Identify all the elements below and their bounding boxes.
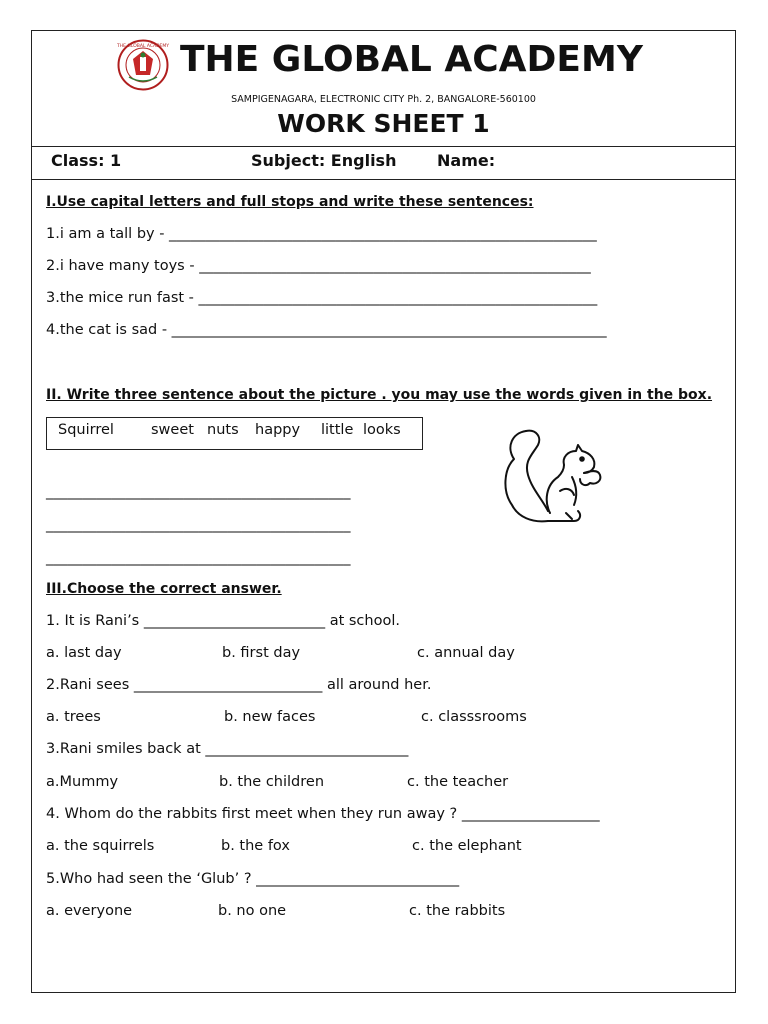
option-c[interactable]: c. the elephant (412, 838, 522, 854)
answer-line[interactable]: __________________________________________ (46, 550, 351, 566)
sheet-title: WORK SHEET 1 (277, 109, 490, 138)
header (32, 31, 735, 147)
word-squirrel: Squirrel (58, 422, 114, 438)
question-5: 5.Who had seen the ‘Glub’ ? ____________________________ (46, 871, 460, 887)
class-label: Class: 1 (51, 151, 122, 170)
option-b[interactable]: b. the children (219, 774, 325, 790)
option-a[interactable]: a. everyone (46, 903, 133, 919)
school-logo-icon (117, 39, 169, 91)
answer-line[interactable]: __________________________________________ (46, 484, 351, 500)
section3-heading: III.Choose the correct answer. (46, 581, 282, 597)
option-b[interactable]: b. new faces (224, 709, 316, 725)
option-c[interactable]: c. annual day (417, 645, 515, 661)
option-b[interactable]: b. the fox (221, 838, 290, 854)
class-info-row (32, 146, 735, 180)
subject-label: Subject: English (251, 151, 397, 170)
section1-heading: I.Use capital letters and full stops and write these sentences: (46, 194, 534, 210)
question-4: 4. Whom do the rabbits first meet when they run away ? ___________________ (46, 806, 600, 822)
option-b[interactable]: b. no one (218, 903, 287, 919)
option-a[interactable]: a.Mummy (46, 774, 119, 790)
section1-item[interactable]: 3.the mice run fast - _______________________________________________________ (46, 290, 598, 306)
option-a[interactable]: a. the squirrels (46, 838, 155, 854)
word-box (46, 417, 423, 450)
school-name: THE GLOBAL ACADEMY (180, 39, 643, 80)
question-2: 2.Rani sees __________________________ all around her. (46, 677, 432, 693)
section1-item[interactable]: 1.i am a tall by - ___________________________________________________________ (46, 226, 597, 242)
option-c[interactable]: c. the rabbits (409, 903, 506, 919)
school-address: SAMPIGENAGARA, ELECTRONIC CITY Ph. 2, BANGALORE-560100 (231, 94, 536, 105)
word-looks: looks (363, 422, 401, 438)
squirrel-picture-icon (498, 425, 610, 527)
option-b[interactable]: b. first day (222, 645, 301, 661)
worksheet-page (31, 30, 736, 993)
option-c[interactable]: c. the teacher (407, 774, 509, 790)
question-1: 1. It is Rani’s _________________________ at school. (46, 613, 400, 629)
word-happy: happy (255, 422, 301, 438)
section1-item[interactable]: 2.i have many toys - ______________________________________________________ (46, 258, 591, 274)
word-nuts: nuts (207, 422, 239, 438)
word-little: little (321, 422, 354, 438)
option-c[interactable]: c. classsrooms (421, 709, 527, 725)
section1-item[interactable]: 4.the cat is sad - ____________________________________________________________ (46, 322, 607, 338)
name-label: Name: (437, 151, 496, 170)
logo-text: THE GLOBAL ACADEMY (117, 44, 169, 49)
option-a[interactable]: a. last day (46, 645, 122, 661)
question-3: 3.Rani smiles back at ____________________________ (46, 741, 409, 757)
answer-line[interactable]: __________________________________________ (46, 517, 351, 533)
word-sweet: sweet (151, 422, 194, 438)
option-a[interactable]: a. trees (46, 709, 101, 725)
section2-heading: II. Write three sentence about the picture . you may use the words given in the box. (46, 387, 713, 403)
